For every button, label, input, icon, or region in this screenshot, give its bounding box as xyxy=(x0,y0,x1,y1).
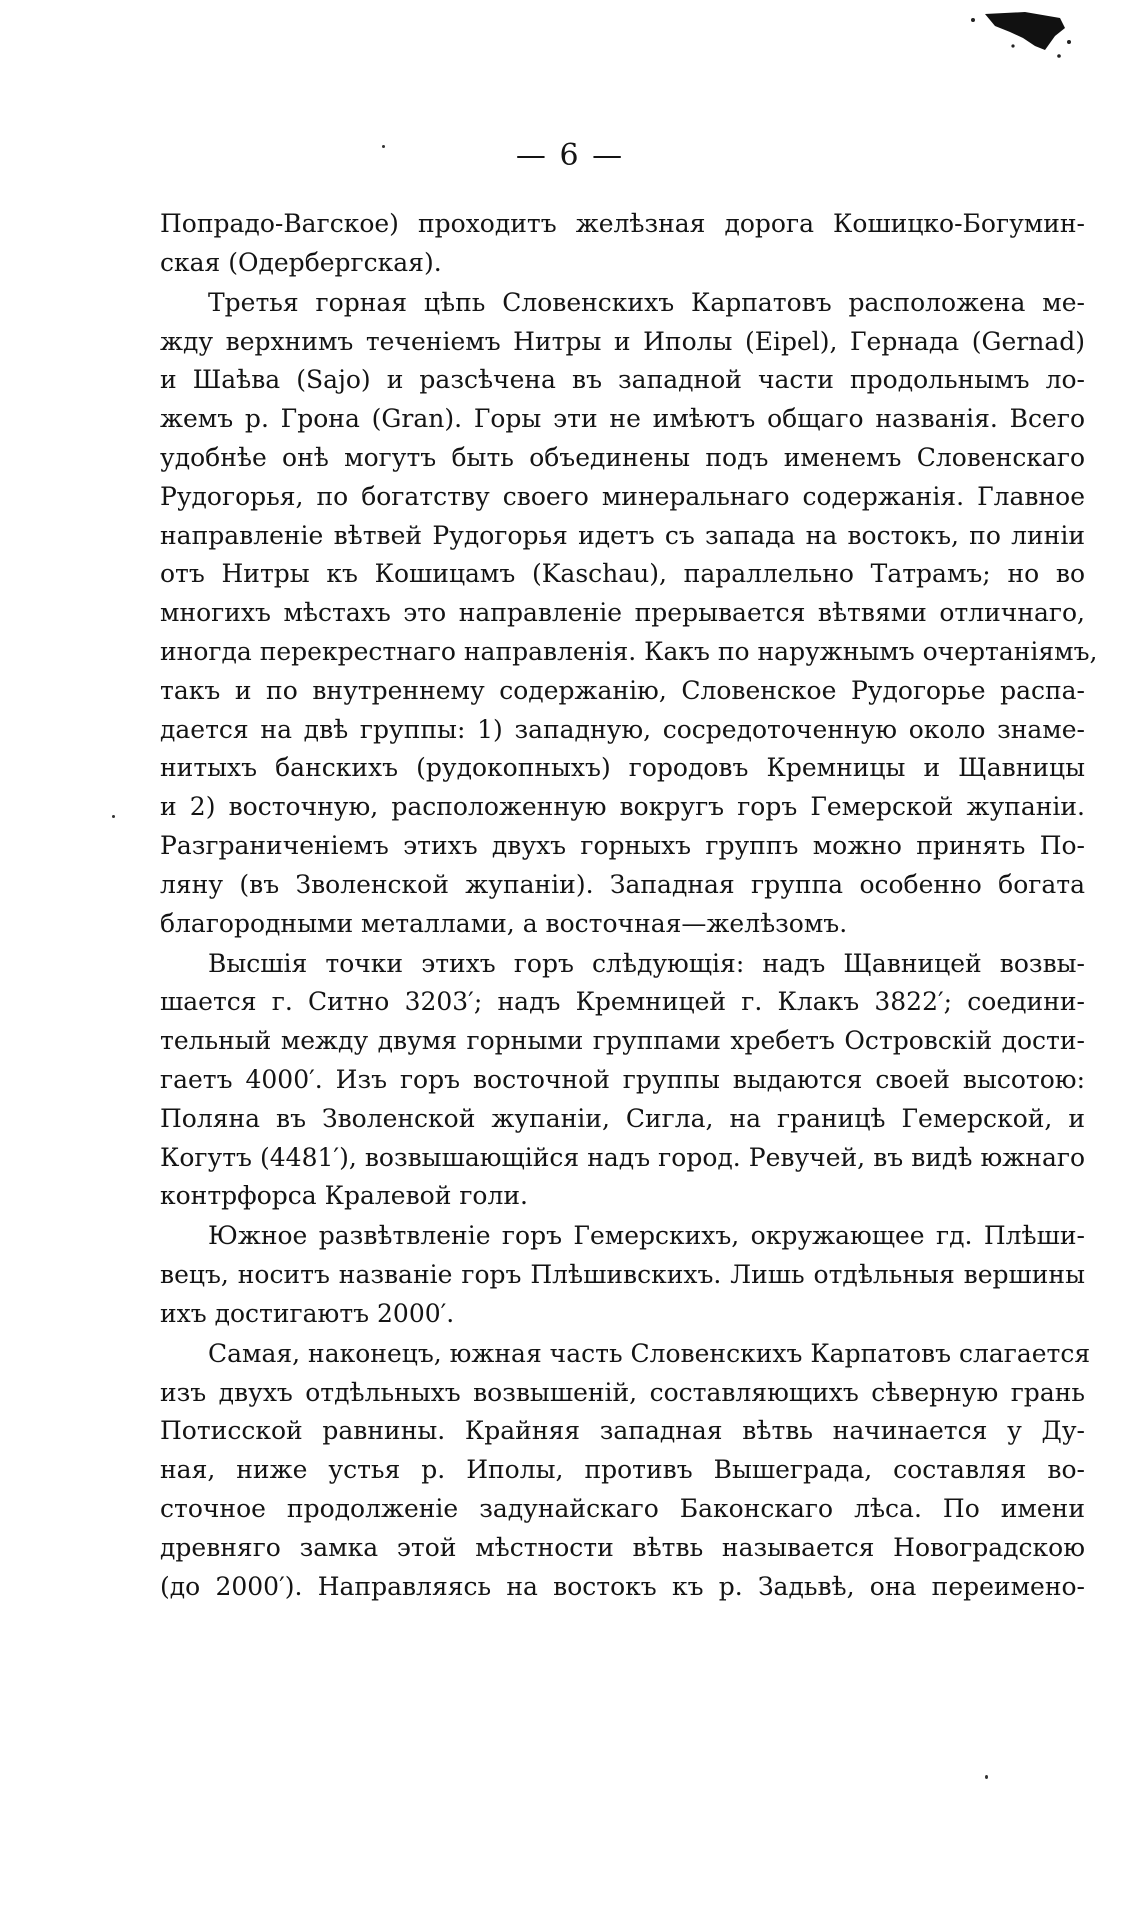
text-line: сточное продолженіе задунайскаго Баконскаго лѣса. По имени xyxy=(160,1494,1085,1524)
text-line: древняго замка этой мѣстности вѣтвь называется Новоградскою xyxy=(160,1532,1085,1562)
text-line: ихъ достигаютъ 2000′. xyxy=(160,1298,455,1328)
text-line: дается на двѣ группы: 1) западную, сосредоточенную около знаме- xyxy=(160,714,1085,744)
paragraph-1 xyxy=(160,205,1085,283)
text-line: нитыхъ банскихъ (рудокопныхъ) городовъ Кремницы и Щавницы xyxy=(160,753,1085,783)
text-line: иногда перекрестнаго направленія. Какъ по наружнымъ очертаніямъ, xyxy=(160,636,1098,666)
paragraph-5 xyxy=(160,1335,1091,1607)
text-line: Поляна въ Зволенской жупаніи, Сигла, на границѣ Гемерской, и xyxy=(160,1103,1085,1133)
paragraph-3 xyxy=(160,945,1085,1217)
text-line: и Шаѣва (Sajo) и разсѣчена въ западной части продольнымъ ло- xyxy=(160,365,1085,395)
text-line: Попрадо-Вагское) проходитъ желѣзная дорога Кошицко-Богумин- xyxy=(160,209,1085,238)
text-line: жемъ р. Грона (Gran). Горы эти не имѣютъ общаго названія. Всего xyxy=(160,404,1085,434)
text-line: Разграниченіемъ этихъ двухъ горныхъ группъ можно принять По- xyxy=(160,830,1085,860)
scan-speck xyxy=(112,815,115,818)
scan-speck xyxy=(985,1775,988,1779)
body-text xyxy=(160,205,1098,1608)
text-line: удобнѣе онѣ могутъ быть объединены подъ именемъ Словенскаго xyxy=(160,442,1085,472)
text-line: изъ двухъ отдѣльныхъ возвышеній, составляющихъ сѣверную грань xyxy=(160,1377,1085,1407)
paragraph-2 xyxy=(160,284,1098,944)
page-number: — 6 — xyxy=(515,138,625,173)
text-line: Рудогорья, по богатству своего минеральнаго содержанія. Главное xyxy=(160,481,1085,511)
text-line: (до 2000′). Направляясь на востокъ къ р. Задьвѣ, она переимено- xyxy=(160,1571,1085,1601)
text-line: ляну (въ Зволенской жупаніи). Западная группа особенно богата xyxy=(160,869,1085,899)
text-line: отъ Нитры къ Кошицамъ (Kaschau), параллельно Татрамъ; но во xyxy=(160,559,1085,589)
text-line: многихъ мѣстахъ это направленіе прерывается вѣтвями отличнаго, xyxy=(160,598,1085,628)
paragraph-4 xyxy=(160,1217,1085,1333)
text-line: направленіе вѣтвей Рудогорья идетъ съ запада на востокъ, по линіи xyxy=(160,520,1085,550)
text-line: вецъ, носитъ названіе горъ Плѣшивскихъ. Лишь отдѣльныя вершины xyxy=(160,1260,1085,1290)
text-line: Высшія точки этихъ горъ слѣдующія: надъ Щавницей возвы- xyxy=(208,948,1085,978)
text-line: Южное развѣтвленіе горъ Гемерскихъ, окружающее гд. Плѣши- xyxy=(208,1221,1085,1251)
text-line: контрфорса Кралевой голи. xyxy=(160,1181,528,1211)
text-line: благородными металлами, а восточная—желѣзомъ. xyxy=(160,908,848,938)
text-line: Третья горная цѣпь Словенскихъ Карпатовъ расположена ме- xyxy=(208,287,1085,317)
text-line: тельный между двумя горными группами хребетъ Островскій дости- xyxy=(160,1026,1085,1056)
text-line: шается г. Ситно 3203′; надъ Кремницей г. Клакъ 3822′; соедини- xyxy=(160,987,1085,1017)
text-line: и 2) восточную, расположенную вокругъ горъ Гемерской жупаніи. xyxy=(160,792,1085,822)
text-line: ская (Одербергская). xyxy=(160,247,442,277)
text-line: Самая, наконецъ, южная часть Словенскихъ Карпатовъ слагается xyxy=(208,1338,1091,1368)
text-line: гаетъ 4000′. Изъ горъ восточной группы выдаются своей высотою: xyxy=(160,1064,1085,1094)
ink-stamp-mark xyxy=(965,6,1075,61)
text-line: Потисской равнины. Крайняя западная вѣтвь начинается у Ду- xyxy=(160,1416,1085,1446)
text-line: такъ и по внутреннему содержанію, Словенское Рудогорье распа- xyxy=(160,675,1085,705)
text-line: жду верхнимъ теченіемъ Нитры и Иполы (Eipel), Гернада (Gernad) xyxy=(160,326,1085,356)
text-line: Когутъ (4481′), возвышающійся надъ город. Ревучей, въ видѣ южнаго xyxy=(160,1142,1085,1172)
text-line: ная, ниже устья р. Иполы, противъ Вышеграда, составляя во- xyxy=(160,1455,1085,1485)
